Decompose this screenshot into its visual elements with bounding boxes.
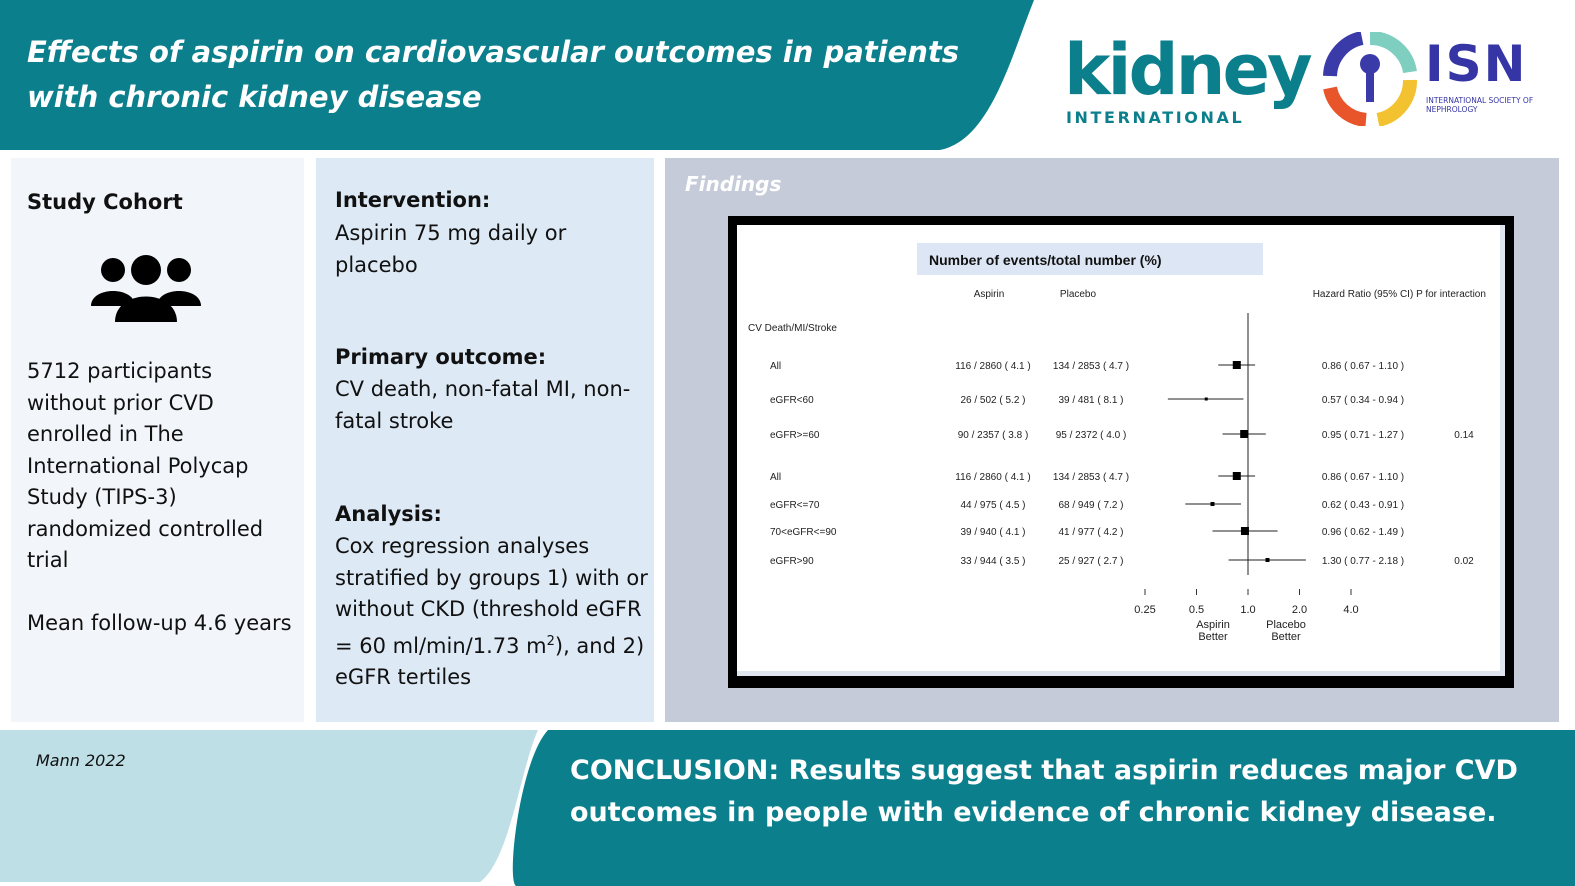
- forest-row-label: eGFR<=70: [770, 500, 820, 511]
- intervention-text: Aspirin 75 mg daily or placebo: [335, 221, 567, 277]
- forest-aspirin-value: 33 / 944 ( 3.5 ): [960, 556, 1026, 567]
- isn-logo-sub: INTERNATIONAL SOCIETY OF NEPHROLOGY: [1426, 96, 1534, 114]
- forest-column-header: Placebo: [1059, 289, 1097, 300]
- forest-outcome-label: CV Death/MI/Stroke: [748, 323, 837, 334]
- forest-point: [1233, 472, 1241, 480]
- forest-hr-value: 0.57 ( 0.34 - 0.94 ): [1321, 395, 1405, 406]
- study-cohort-panel: [11, 158, 304, 722]
- forest-plot-svg: [737, 225, 1500, 671]
- forest-axis-tick-label: 1.0: [1240, 604, 1256, 616]
- forest-aspirin-value: 44 / 975 ( 4.5 ): [960, 500, 1026, 511]
- forest-axis-tick-label: 0.5: [1188, 604, 1205, 616]
- findings-label: Findings: [685, 172, 782, 196]
- cohort-description: 5712 participants without prior CVD enrolled in The International Polycap Study (TIPS-3) randomized controlled trial: [27, 359, 264, 572]
- kidney-international-logo: [1064, 29, 1310, 128]
- forest-hr-value: 0.96 ( 0.62 - 1.49 ): [1321, 527, 1405, 538]
- forest-row-label: All: [770, 472, 782, 483]
- intervention-heading: Intervention:: [335, 188, 491, 212]
- forest-point: [1210, 502, 1214, 506]
- forest-placebo-value: 25 / 927 ( 2.7 ): [1058, 556, 1124, 567]
- forest-row-label: All: [770, 361, 782, 372]
- forest-header-text: Number of events/total number (%): [929, 252, 1162, 268]
- cohort-followup: Mean follow-up 4.6 years: [27, 611, 292, 635]
- forest-hr-value: 0.86 ( 0.67 - 1.10 ): [1321, 472, 1405, 483]
- page-title: Effects of aspirin on cardiovascular outcomes in patients with chronic kidney disease: [27, 35, 960, 114]
- forest-row-label: 70<eGFR<=90: [770, 527, 837, 538]
- forest-aspirin-value: 90 / 2357 ( 3.8 ): [957, 430, 1029, 441]
- forest-left-label-line2: Better: [1198, 631, 1228, 643]
- forest-hr-value: 0.62 ( 0.43 - 0.91 ): [1321, 500, 1405, 511]
- forest-point: [1233, 361, 1241, 369]
- analysis-heading: Analysis:: [335, 502, 442, 526]
- forest-column-header: Aspirin: [973, 289, 1005, 300]
- isn-emblem-icon: [1322, 32, 1418, 126]
- forest-placebo-value: 41 / 977 ( 4.2 ): [1058, 527, 1124, 538]
- forest-point: [1241, 527, 1249, 535]
- forest-left-label-line1: Aspirin: [1196, 619, 1230, 631]
- analysis-text-end: ), and 2) eGFR tertiles: [335, 633, 645, 689]
- analysis-text: [335, 531, 650, 694]
- forest-p-value: 0.14: [1454, 430, 1474, 441]
- forest-point: [1240, 430, 1248, 438]
- primary-outcome-heading: Primary outcome:: [335, 345, 547, 369]
- forest-placebo-value: 134 / 2853 ( 4.7 ): [1052, 472, 1130, 483]
- forest-placebo-value: 134 / 2853 ( 4.7 ): [1052, 361, 1130, 372]
- forest-aspirin-value: 116 / 2860 ( 4.1 ): [955, 472, 1031, 483]
- isn-logo: [1322, 32, 1537, 126]
- forest-aspirin-value: 26 / 502 ( 5.2 ): [960, 395, 1026, 406]
- forest-plot-frame: [728, 216, 1514, 688]
- forest-aspirin-value: 39 / 940 ( 4.1 ): [960, 527, 1026, 538]
- forest-point: [1265, 558, 1269, 562]
- forest-hr-value: 0.86 ( 0.67 - 1.10 ): [1321, 361, 1405, 372]
- forest-right-label-line1: Placebo: [1266, 619, 1306, 631]
- forest-placebo-value: 39 / 481 ( 8.1 ): [1058, 395, 1124, 406]
- forest-p-value: 0.02: [1454, 556, 1474, 567]
- forest-hr-value: 0.95 ( 0.71 - 1.27 ): [1321, 430, 1405, 441]
- forest-point: [1205, 398, 1208, 401]
- study-cohort-heading: Study Cohort: [27, 190, 183, 214]
- author-citation: Mann 2022: [36, 751, 126, 770]
- analysis-superscript: 2: [546, 633, 555, 649]
- analysis-text-main: Cox regression analyses stratified by groups 1) with or without CKD (threshold eGFR = 60 ml/min/1.73 m: [335, 534, 648, 658]
- forest-placebo-value: 68 / 949 ( 7.2 ): [1058, 500, 1124, 511]
- forest-placebo-value: 95 / 2372 ( 4.0 ): [1055, 430, 1127, 441]
- conclusion-text: CONCLUSION: Results suggest that aspirin reduces major CVD outcomes in people with evidence of chronic kidney disease.: [570, 755, 1518, 828]
- forest-axis-tick-label: 0.25: [1134, 604, 1156, 616]
- forest-row-label: eGFR>90: [770, 556, 814, 567]
- isn-logo-word: ISN: [1425, 35, 1528, 93]
- primary-outcome-text: CV death, non-fatal MI, non-fatal stroke: [335, 377, 631, 433]
- forest-row-label: eGFR<60: [770, 395, 814, 406]
- findings-panel: [665, 158, 1559, 722]
- kidney-logo-word: kidney: [1064, 29, 1310, 111]
- kidney-logo-sub: INTERNATIONAL: [1066, 108, 1245, 127]
- forest-plot: [737, 225, 1505, 676]
- forest-column-header: P for interaction: [1416, 289, 1486, 300]
- forest-hr-value: 1.30 ( 0.77 - 2.18 ): [1321, 556, 1405, 567]
- people-group-icon: [89, 250, 203, 324]
- forest-axis-tick-label: 4.0: [1343, 604, 1359, 616]
- forest-column-header: Hazard Ratio (95% CI): [1312, 289, 1414, 300]
- forest-axis-tick-label: 2.0: [1291, 604, 1308, 616]
- forest-row-label: eGFR>=60: [770, 430, 820, 441]
- methods-panel: [316, 158, 654, 722]
- forest-right-label-line2: Better: [1271, 631, 1301, 643]
- forest-aspirin-value: 116 / 2860 ( 4.1 ): [955, 361, 1031, 372]
